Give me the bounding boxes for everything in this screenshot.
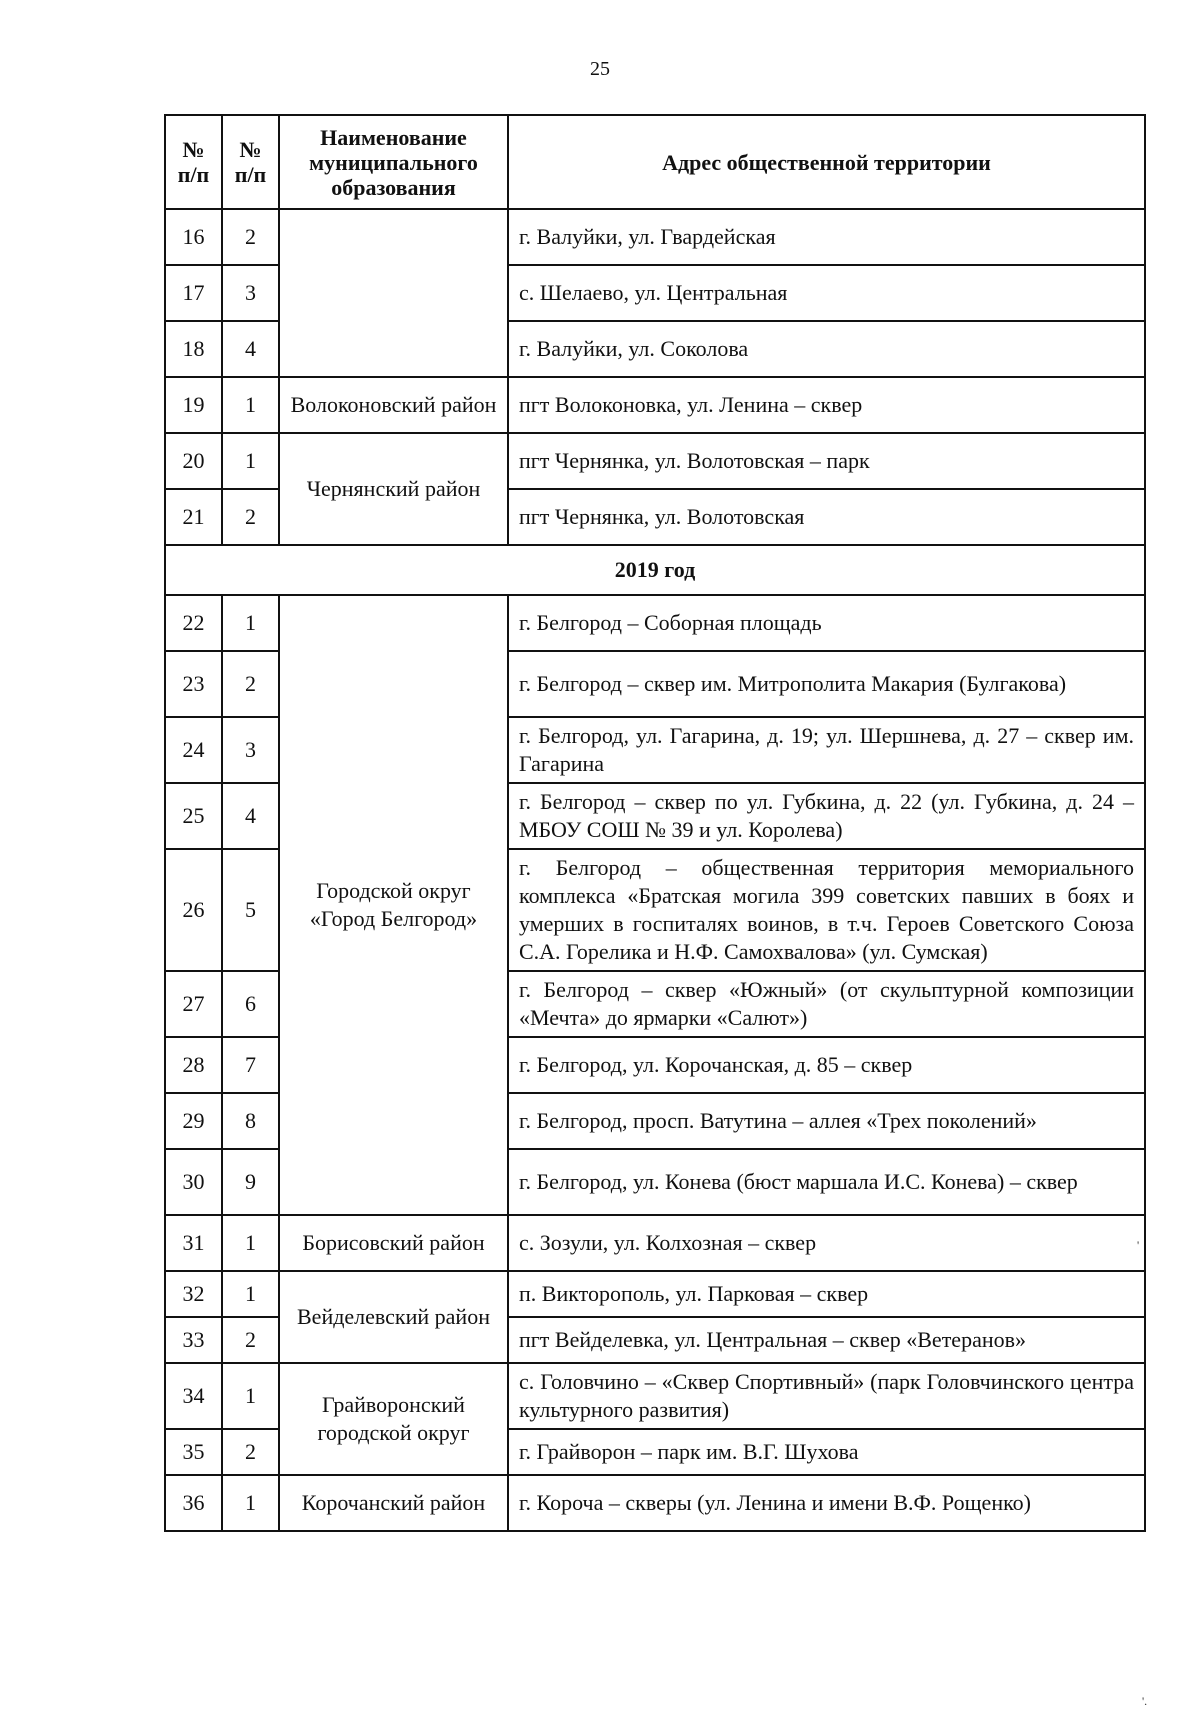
scan-speck: ' (1137, 1238, 1140, 1252)
table-row (165, 1215, 1145, 1271)
row-number: 27 (165, 971, 222, 1037)
row-number: 21 (165, 489, 222, 545)
row-number: 18 (165, 321, 222, 377)
address-cell: г. Белгород, ул. Конева (бюст маршала И.С. Конева) – сквер (508, 1149, 1145, 1215)
address-cell: с. Зозули, ул. Колхозная – сквер (508, 1215, 1145, 1271)
address-cell: г. Грайворон – парк им. В.Г. Шухова (508, 1429, 1145, 1475)
table-row (165, 377, 1145, 433)
row-subnumber: 2 (222, 651, 279, 717)
row-number: 24 (165, 717, 222, 783)
address-cell: пгт Вейделевка, ул. Центральная – сквер «Ветеранов» (508, 1317, 1145, 1363)
address-cell: пгт Волоконовка, ул. Ленина – сквер (508, 377, 1145, 433)
row-number: 17 (165, 265, 222, 321)
row-number: 28 (165, 1037, 222, 1093)
address-cell: с. Шелаево, ул. Центральная (508, 265, 1145, 321)
header-municipality: Наименование муниципального образования (279, 115, 508, 209)
row-subnumber: 1 (222, 433, 279, 489)
address-cell: пгт Чернянка, ул. Волотовская (508, 489, 1145, 545)
row-subnumber: 1 (222, 1215, 279, 1271)
table-row (165, 1363, 1145, 1429)
row-number: 36 (165, 1475, 222, 1531)
row-subnumber: 8 (222, 1093, 279, 1149)
row-number: 30 (165, 1149, 222, 1215)
page-number: 25 (590, 58, 610, 80)
address-cell: г. Белгород, просп. Ватутина – аллея «Трех поколений» (508, 1093, 1145, 1149)
table-row (165, 1271, 1145, 1317)
row-subnumber: 7 (222, 1037, 279, 1093)
municipality-cell-empty (279, 209, 508, 377)
address-cell: г. Белгород, ул. Корочанская, д. 85 – сквер (508, 1037, 1145, 1093)
municipality-cell: Борисовский район (279, 1215, 508, 1271)
address-cell: г. Белгород – сквер «Южный» (от скульптурной композиции «Мечта» до ярмарки «Салют») (508, 971, 1145, 1037)
row-subnumber: 1 (222, 377, 279, 433)
row-number: 22 (165, 595, 222, 651)
row-number: 23 (165, 651, 222, 717)
row-number: 19 (165, 377, 222, 433)
address-cell: с. Головчино – «Сквер Спортивный» (парк Головчинского центра культурного развития) (508, 1363, 1145, 1429)
row-subnumber: 4 (222, 783, 279, 849)
row-number: 20 (165, 433, 222, 489)
row-number: 26 (165, 849, 222, 971)
address-cell: г. Белгород, ул. Гагарина, д. 19; ул. Шершнева, д. 27 – сквер им. Гагарина (508, 717, 1145, 783)
section-row (165, 545, 1145, 595)
row-number: 25 (165, 783, 222, 849)
table-row (165, 1475, 1145, 1531)
header-address: Адрес общественной территории (508, 115, 1145, 209)
address-cell: п. Викторополь, ул. Парковая – сквер (508, 1271, 1145, 1317)
header-row (165, 115, 1145, 209)
row-subnumber: 1 (222, 1363, 279, 1429)
municipality-cell: Вейделевский район (279, 1271, 508, 1363)
row-subnumber: 1 (222, 595, 279, 651)
row-subnumber: 3 (222, 265, 279, 321)
row-number: 33 (165, 1317, 222, 1363)
table-row (165, 433, 1145, 489)
row-number: 31 (165, 1215, 222, 1271)
header-num2: № п/п (222, 115, 279, 209)
section-heading: 2019 год (165, 545, 1145, 595)
header-num1: № п/п (165, 115, 222, 209)
row-subnumber: 2 (222, 209, 279, 265)
address-cell: г. Валуйки, ул. Соколова (508, 321, 1145, 377)
row-subnumber: 6 (222, 971, 279, 1037)
row-subnumber: 2 (222, 1317, 279, 1363)
territories-table (164, 114, 1146, 1532)
municipality-cell: Грайворонский городской округ (279, 1363, 508, 1475)
table-row (165, 595, 1145, 651)
municipality-cell: Корочанский район (279, 1475, 508, 1531)
row-subnumber: 5 (222, 849, 279, 971)
address-cell: г. Белгород – общественная территория мемориального комплекса «Братская могила 399 советских павших в боях и умерших в госпиталях воинов, в т.ч. Героев Советского Союза С.А. Горелика и Н.Ф. Самохвалова» (ул. Сумская) (508, 849, 1145, 971)
address-cell: г. Белгород – Соборная площадь (508, 595, 1145, 651)
row-number: 32 (165, 1271, 222, 1317)
row-subnumber: 3 (222, 717, 279, 783)
row-number: 35 (165, 1429, 222, 1475)
row-subnumber: 1 (222, 1475, 279, 1531)
row-subnumber: 4 (222, 321, 279, 377)
table-row (165, 209, 1145, 265)
row-number: 29 (165, 1093, 222, 1149)
row-subnumber: 1 (222, 1271, 279, 1317)
address-cell: пгт Чернянка, ул. Волотовская – парк (508, 433, 1145, 489)
row-subnumber: 2 (222, 1429, 279, 1475)
address-cell: г. Валуйки, ул. Гвардейская (508, 209, 1145, 265)
row-subnumber: 9 (222, 1149, 279, 1215)
address-cell: г. Белгород – сквер по ул. Губкина, д. 22 (ул. Губкина, д. 24 – МБОУ СОШ № 39 и ул. Королева) (508, 783, 1145, 849)
municipality-cell: Чернянский район (279, 433, 508, 545)
address-cell: г. Белгород – сквер им. Митрополита Макария (Булгакова) (508, 651, 1145, 717)
scan-speck: '. (1142, 1694, 1148, 1708)
row-number: 34 (165, 1363, 222, 1429)
row-subnumber: 2 (222, 489, 279, 545)
municipality-cell: Волоконовский район (279, 377, 508, 433)
row-number: 16 (165, 209, 222, 265)
municipality-cell: Городской округ «Город Белгород» (279, 595, 508, 1215)
address-cell: г. Короча – скверы (ул. Ленина и имени В.Ф. Рощенко) (508, 1475, 1145, 1531)
